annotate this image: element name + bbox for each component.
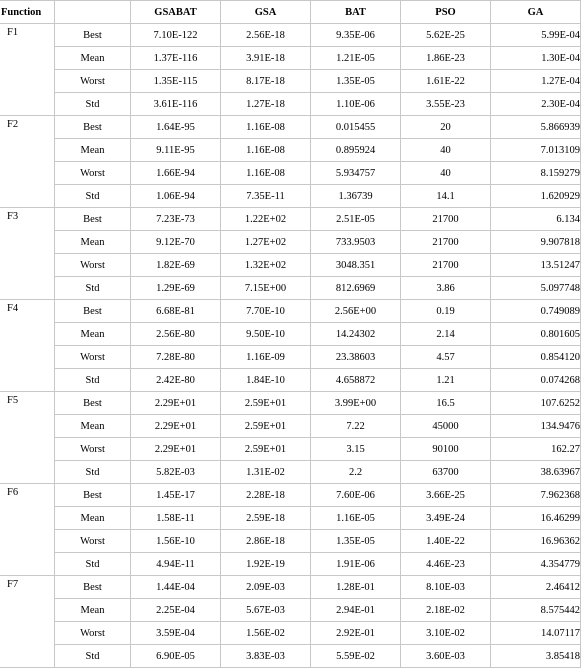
- value-cell: 1.16E-08: [221, 116, 311, 139]
- value-cell: 1.64E-95: [131, 116, 221, 139]
- statistic-cell: Std: [55, 93, 131, 116]
- value-cell: 1.620929: [491, 185, 581, 208]
- value-cell: 5.62E-25: [401, 24, 491, 47]
- value-cell: 2.56E+00: [311, 300, 401, 323]
- value-cell: 2.28E-18: [221, 484, 311, 507]
- statistic-cell: Best: [55, 208, 131, 231]
- value-cell: 3.83E-03: [221, 645, 311, 668]
- value-cell: 5.99E-04: [491, 24, 581, 47]
- value-cell: 5.59E-02: [311, 645, 401, 668]
- value-cell: 14.1: [401, 185, 491, 208]
- value-cell: 1.56E-10: [131, 530, 221, 553]
- value-cell: 14.07117: [491, 622, 581, 645]
- value-cell: 1.91E-06: [311, 553, 401, 576]
- value-cell: 2.42E-80: [131, 369, 221, 392]
- function-name-cell: F7: [0, 576, 55, 668]
- value-cell: 14.24302: [311, 323, 401, 346]
- statistic-cell: Best: [55, 300, 131, 323]
- statistic-cell: Worst: [55, 622, 131, 645]
- value-cell: 7.013109: [491, 139, 581, 162]
- value-cell: 2.14: [401, 323, 491, 346]
- value-cell: 1.28E-01: [311, 576, 401, 599]
- value-cell: 1.27E-18: [221, 93, 311, 116]
- table-row: [0, 576, 581, 599]
- statistic-cell: Std: [55, 461, 131, 484]
- statistic-cell: Std: [55, 645, 131, 668]
- value-cell: 7.28E-80: [131, 346, 221, 369]
- value-cell: 16.46299: [491, 507, 581, 530]
- table-row: [0, 254, 581, 277]
- table-row: [0, 162, 581, 185]
- value-cell: 3.86: [401, 277, 491, 300]
- value-cell: 3.49E-24: [401, 507, 491, 530]
- value-cell: 1.45E-17: [131, 484, 221, 507]
- table-row: [0, 231, 581, 254]
- value-cell: 6.68E-81: [131, 300, 221, 323]
- value-cell: 1.22E+02: [221, 208, 311, 231]
- table-row: [0, 300, 581, 323]
- value-cell: 1.21: [401, 369, 491, 392]
- table-row: [0, 116, 581, 139]
- table-row: [0, 70, 581, 93]
- value-cell: 2.92E-01: [311, 622, 401, 645]
- function-name-cell: F1: [0, 24, 55, 116]
- value-cell: 21700: [401, 208, 491, 231]
- table-row: [0, 208, 581, 231]
- value-cell: 7.70E-10: [221, 300, 311, 323]
- value-cell: 2.59E+01: [221, 438, 311, 461]
- value-cell: 8.17E-18: [221, 70, 311, 93]
- value-cell: 2.56E-18: [221, 24, 311, 47]
- value-cell: 2.30E-04: [491, 93, 581, 116]
- statistic-cell: Worst: [55, 346, 131, 369]
- value-cell: 63700: [401, 461, 491, 484]
- value-cell: 3.61E-116: [131, 93, 221, 116]
- column-header-gsa: GSA: [221, 1, 311, 24]
- table-row: [0, 461, 581, 484]
- value-cell: 0.074268: [491, 369, 581, 392]
- value-cell: 1.06E-94: [131, 185, 221, 208]
- value-cell: 9.11E-95: [131, 139, 221, 162]
- table-row: [0, 484, 581, 507]
- value-cell: 3048.351: [311, 254, 401, 277]
- value-cell: 45000: [401, 415, 491, 438]
- table-row: [0, 369, 581, 392]
- value-cell: 107.6252: [491, 392, 581, 415]
- value-cell: 134.9476: [491, 415, 581, 438]
- statistic-cell: Mean: [55, 507, 131, 530]
- column-header-ga: GA: [491, 1, 581, 24]
- value-cell: 7.22: [311, 415, 401, 438]
- value-cell: 9.907818: [491, 231, 581, 254]
- value-cell: 8.10E-03: [401, 576, 491, 599]
- value-cell: 1.16E-05: [311, 507, 401, 530]
- value-cell: 9.50E-10: [221, 323, 311, 346]
- value-cell: 2.59E+01: [221, 392, 311, 415]
- value-cell: 16.5: [401, 392, 491, 415]
- table-row: [0, 415, 581, 438]
- statistic-cell: Worst: [55, 530, 131, 553]
- value-cell: 3.85418: [491, 645, 581, 668]
- value-cell: 1.36739: [311, 185, 401, 208]
- table-row: [0, 139, 581, 162]
- value-cell: 23.38603: [311, 346, 401, 369]
- value-cell: 2.51E-05: [311, 208, 401, 231]
- value-cell: 1.66E-94: [131, 162, 221, 185]
- column-header-statistic: [55, 1, 131, 24]
- column-header-bat: BAT: [311, 1, 401, 24]
- value-cell: 1.40E-22: [401, 530, 491, 553]
- value-cell: 5.934757: [311, 162, 401, 185]
- value-cell: 5.097748: [491, 277, 581, 300]
- statistic-cell: Mean: [55, 323, 131, 346]
- statistic-cell: Worst: [55, 70, 131, 93]
- statistic-cell: Std: [55, 277, 131, 300]
- value-cell: 13.51247: [491, 254, 581, 277]
- value-cell: 7.10E-122: [131, 24, 221, 47]
- table-row: [0, 277, 581, 300]
- value-cell: 0.895924: [311, 139, 401, 162]
- table-row: [0, 346, 581, 369]
- column-header-pso: PSO: [401, 1, 491, 24]
- value-cell: 8.159279: [491, 162, 581, 185]
- value-cell: 40: [401, 162, 491, 185]
- value-cell: 733.9503: [311, 231, 401, 254]
- statistic-cell: Best: [55, 116, 131, 139]
- table-row: [0, 47, 581, 70]
- value-cell: 38.63967: [491, 461, 581, 484]
- table-row: [0, 438, 581, 461]
- value-cell: 2.46412: [491, 576, 581, 599]
- value-cell: 162.27: [491, 438, 581, 461]
- value-cell: 1.30E-04: [491, 47, 581, 70]
- value-cell: 7.15E+00: [221, 277, 311, 300]
- table-row: [0, 185, 581, 208]
- value-cell: 1.27E+02: [221, 231, 311, 254]
- table-row: [0, 507, 581, 530]
- value-cell: 1.35E-05: [311, 70, 401, 93]
- value-cell: 5.82E-03: [131, 461, 221, 484]
- statistic-cell: Best: [55, 484, 131, 507]
- value-cell: 7.35E-11: [221, 185, 311, 208]
- table-row: [0, 93, 581, 116]
- value-cell: 9.35E-06: [311, 24, 401, 47]
- statistic-cell: Std: [55, 185, 131, 208]
- statistic-cell: Mean: [55, 139, 131, 162]
- value-cell: 2.59E-18: [221, 507, 311, 530]
- value-cell: 1.16E-08: [221, 162, 311, 185]
- value-cell: 3.66E-25: [401, 484, 491, 507]
- table-body: [0, 24, 581, 668]
- value-cell: 21700: [401, 231, 491, 254]
- statistic-cell: Worst: [55, 254, 131, 277]
- value-cell: 7.962368: [491, 484, 581, 507]
- value-cell: 1.10E-06: [311, 93, 401, 116]
- function-name-cell: F5: [0, 392, 55, 484]
- value-cell: 1.16E-08: [221, 139, 311, 162]
- value-cell: 6.134: [491, 208, 581, 231]
- value-cell: 1.82E-69: [131, 254, 221, 277]
- statistic-cell: Mean: [55, 415, 131, 438]
- statistic-cell: Best: [55, 392, 131, 415]
- statistic-cell: Mean: [55, 47, 131, 70]
- statistic-cell: Mean: [55, 599, 131, 622]
- value-cell: 812.6969: [311, 277, 401, 300]
- value-cell: 3.60E-03: [401, 645, 491, 668]
- table-row: [0, 645, 581, 668]
- value-cell: 16.96362: [491, 530, 581, 553]
- value-cell: 2.29E+01: [131, 392, 221, 415]
- value-cell: 3.10E-02: [401, 622, 491, 645]
- value-cell: 1.35E-05: [311, 530, 401, 553]
- value-cell: 1.37E-116: [131, 47, 221, 70]
- value-cell: 1.31E-02: [221, 461, 311, 484]
- value-cell: 3.99E+00: [311, 392, 401, 415]
- value-cell: 4.94E-11: [131, 553, 221, 576]
- value-cell: 2.29E+01: [131, 415, 221, 438]
- value-cell: 3.15: [311, 438, 401, 461]
- value-cell: 9.12E-70: [131, 231, 221, 254]
- value-cell: 20: [401, 116, 491, 139]
- statistic-cell: Worst: [55, 438, 131, 461]
- table-row: [0, 599, 581, 622]
- statistic-cell: Best: [55, 24, 131, 47]
- value-cell: 1.61E-22: [401, 70, 491, 93]
- value-cell: 1.58E-11: [131, 507, 221, 530]
- value-cell: 2.29E+01: [131, 438, 221, 461]
- value-cell: 0.801605: [491, 323, 581, 346]
- value-cell: 3.91E-18: [221, 47, 311, 70]
- value-cell: 4.354779: [491, 553, 581, 576]
- statistic-cell: Best: [55, 576, 131, 599]
- value-cell: 4.57: [401, 346, 491, 369]
- value-cell: 40: [401, 139, 491, 162]
- value-cell: 6.90E-05: [131, 645, 221, 668]
- column-header-function: Function: [0, 1, 55, 24]
- value-cell: 2.2: [311, 461, 401, 484]
- value-cell: 7.23E-73: [131, 208, 221, 231]
- value-cell: 3.59E-04: [131, 622, 221, 645]
- statistic-cell: Worst: [55, 162, 131, 185]
- value-cell: 1.86E-23: [401, 47, 491, 70]
- value-cell: 4.46E-23: [401, 553, 491, 576]
- function-name-cell: F3: [0, 208, 55, 300]
- value-cell: 2.25E-04: [131, 599, 221, 622]
- value-cell: 0.749089: [491, 300, 581, 323]
- table-row: [0, 553, 581, 576]
- value-cell: 1.29E-69: [131, 277, 221, 300]
- value-cell: 1.16E-09: [221, 346, 311, 369]
- value-cell: 2.94E-01: [311, 599, 401, 622]
- table-row: [0, 24, 581, 47]
- value-cell: 90100: [401, 438, 491, 461]
- value-cell: 1.27E-04: [491, 70, 581, 93]
- value-cell: 2.59E+01: [221, 415, 311, 438]
- value-cell: 1.92E-19: [221, 553, 311, 576]
- table-row: [0, 530, 581, 553]
- value-cell: 4.658872: [311, 369, 401, 392]
- value-cell: 2.09E-03: [221, 576, 311, 599]
- value-cell: 1.21E-05: [311, 47, 401, 70]
- value-cell: 2.56E-80: [131, 323, 221, 346]
- function-name-cell: F4: [0, 300, 55, 392]
- value-cell: 1.44E-04: [131, 576, 221, 599]
- function-name-cell: F6: [0, 484, 55, 576]
- table-row: [0, 323, 581, 346]
- table-row: [0, 622, 581, 645]
- value-cell: 2.86E-18: [221, 530, 311, 553]
- statistic-cell: Std: [55, 553, 131, 576]
- value-cell: 0.19: [401, 300, 491, 323]
- table-row: [0, 392, 581, 415]
- value-cell: 1.56E-02: [221, 622, 311, 645]
- column-header-gsabat: GSABAT: [131, 1, 221, 24]
- function-name-cell: F2: [0, 116, 55, 208]
- value-cell: 1.84E-10: [221, 369, 311, 392]
- table-header-row: [0, 1, 581, 24]
- value-cell: 7.60E-06: [311, 484, 401, 507]
- value-cell: 1.35E-115: [131, 70, 221, 93]
- value-cell: 1.32E+02: [221, 254, 311, 277]
- statistic-cell: Mean: [55, 231, 131, 254]
- value-cell: 5.866939: [491, 116, 581, 139]
- value-cell: 5.67E-03: [221, 599, 311, 622]
- value-cell: 0.015455: [311, 116, 401, 139]
- value-cell: 0.854120: [491, 346, 581, 369]
- value-cell: 2.18E-02: [401, 599, 491, 622]
- value-cell: 21700: [401, 254, 491, 277]
- value-cell: 3.55E-23: [401, 93, 491, 116]
- value-cell: 8.575442: [491, 599, 581, 622]
- statistic-cell: Std: [55, 369, 131, 392]
